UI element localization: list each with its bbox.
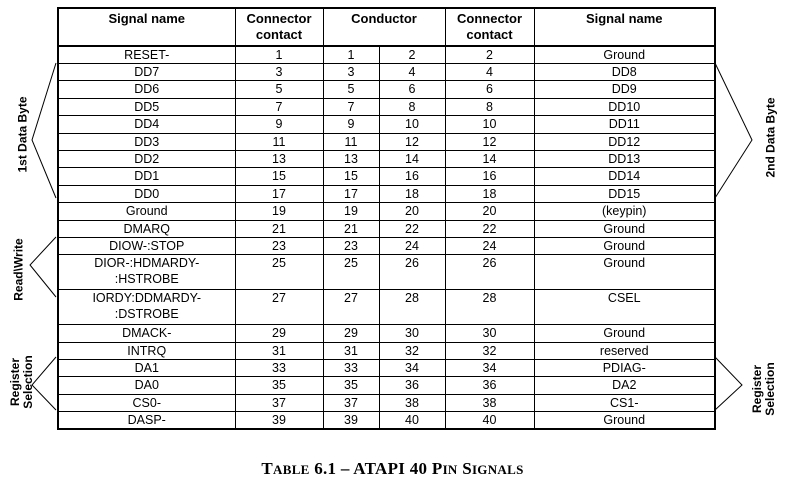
connector-contact-right-cell-text: 18 [482, 186, 497, 201]
connector-contact-right-cell-text: 2 [486, 48, 493, 62]
conductor-odd-cell-text: 21 [344, 221, 358, 236]
signal-name-left-cell-text: DMACK- [122, 326, 172, 341]
signal-name-right-cell-text: DA2 [612, 378, 637, 393]
signal-name-left-cell-text: DD4 [134, 117, 160, 132]
signal-name-right-cell-text: Ground [603, 238, 646, 253]
connector-contact-right-cell-text: 20 [482, 204, 497, 219]
connector-contact-left-cell-text: 33 [272, 361, 286, 376]
header-signal-name-left: Signal name [58, 8, 235, 46]
connector-contact-left-cell-text: 39 [272, 413, 286, 428]
connector-contact-left-cell-text: 23 [272, 238, 286, 253]
bracket-read-write [30, 237, 56, 297]
signal-name-left-cell-text: CS0- [132, 395, 161, 410]
bracket-second-data-byte [715, 63, 752, 198]
signal-name-left-cell-text: INTRQ [127, 343, 167, 358]
connector-contact-right-cell-text: 34 [482, 361, 497, 376]
label-second-data-byte: 2nd Data Byte [763, 97, 778, 178]
caption-part: IN [442, 462, 458, 477]
connector-contact-left-cell-text: 7 [275, 99, 283, 114]
connector-contact-right-cell-text: 32 [482, 343, 497, 358]
conductor-even-cell-text: 22 [405, 221, 419, 236]
conductor-even-cell-text: 12 [405, 134, 419, 149]
signal-name-right-cell-text: DD15 [608, 186, 641, 201]
signal-name-left-cell-text-line2: :DSTROBE [114, 307, 179, 322]
header-connector-contact-left: Connector contact [235, 8, 323, 46]
conductor-odd-cell-text: 33 [344, 361, 358, 376]
header-signal-name-right: Signal name [534, 8, 715, 46]
label-register-selection-right [751, 354, 777, 424]
conductor-even-cell-text: 32 [405, 343, 419, 358]
signal-name-left-cell-text: DD6 [134, 82, 160, 97]
connector-contact-right-cell-text: 28 [482, 291, 497, 306]
signal-name-right-cell-text: DD10 [608, 99, 641, 114]
conductor-even-cell-text: 40 [405, 413, 419, 428]
connector-contact-left-cell-text: 27 [272, 291, 286, 306]
connector-contact-left-cell-text: 17 [272, 186, 286, 201]
conductor-odd-cell-text: 5 [347, 82, 355, 97]
signal-name-left-cell-text: DD1 [134, 169, 160, 184]
signal-name-right-cell-text: Ground [603, 48, 646, 62]
label-register-right-line1: Register [750, 364, 764, 414]
signal-name-right-cell-text: DD14 [608, 169, 641, 184]
signal-name-left-cell-text-line2: :HSTROBE [114, 272, 179, 287]
signal-name-left-cell-text: RESET- [124, 48, 170, 62]
conductor-even-cell-text: 16 [405, 169, 419, 184]
connector-contact-right-cell-text: 22 [482, 221, 497, 236]
signal-name-right-cell-text: CS1- [610, 395, 639, 410]
conductor-even-cell-text: 10 [405, 117, 419, 132]
signal-name-left-cell-text: DA0 [134, 378, 159, 393]
connector-contact-right-cell-text: 26 [482, 256, 497, 271]
signal-name-right-cell-text: DD12 [608, 134, 641, 149]
conductor-even-cell-text: 14 [405, 151, 419, 166]
connector-contact-left-cell-text: 37 [272, 395, 286, 410]
signal-name-right-cell-text: Ground [603, 221, 646, 236]
caption-part: IGNALS [471, 462, 524, 477]
signal-name-right-cell-text: DD11 [608, 117, 640, 132]
conductor-odd-cell-text: 27 [344, 291, 358, 306]
signal-name-right-cell-text: DD13 [608, 151, 641, 166]
conductor-odd-cell-text: 35 [344, 378, 358, 393]
connector-contact-right-cell-text: 24 [482, 238, 497, 253]
label-read-write: Read\Write [11, 238, 26, 301]
label-register-left-line2: Selection [21, 355, 35, 409]
signal-name-right-cell-text: Ground [603, 256, 646, 271]
conductor-odd-cell-text: 31 [344, 343, 358, 358]
signal-name-left-cell-text: DD2 [134, 151, 160, 166]
connector-contact-left-cell-text: 29 [272, 326, 286, 341]
conductor-odd-cell-text: 7 [347, 99, 355, 114]
label-first-data-byte: 1st Data Byte [15, 96, 30, 173]
conductor-even-cell-text: 20 [405, 204, 419, 219]
bracket-first-data-byte [32, 63, 56, 198]
conductor-odd-cell-text: 23 [344, 238, 358, 253]
header-conductor: Conductor [323, 8, 445, 46]
connector-contact-left-cell-text: 31 [272, 343, 286, 358]
caption-part: 6.1 – ATAPI 40 [309, 459, 432, 478]
signal-name-left-cell-text: DIOW-:STOP [109, 238, 185, 253]
signal-name-right-cell-text: Ground [603, 326, 646, 341]
label-register-left-line1: Register [8, 357, 22, 407]
conductor-odd-cell-text: 37 [344, 395, 358, 410]
signal-name-right-cell-text: PDIAG- [602, 361, 646, 376]
conductor-odd-cell-text: 3 [347, 65, 355, 79]
connector-contact-left-cell-text: 5 [275, 82, 283, 97]
conductor-even-cell-text: 6 [408, 82, 416, 97]
connector-contact-left-cell-text: 3 [275, 65, 283, 79]
signal-name-left-cell-text: DD7 [134, 65, 160, 79]
connector-contact-left-cell-text: 35 [272, 378, 286, 393]
conductor-even-cell-text: 30 [405, 326, 419, 341]
bracket-register-left [32, 357, 56, 410]
conductor-even-cell-text: 18 [405, 186, 419, 201]
connector-contact-right-cell-text: 16 [482, 169, 497, 184]
caption-part: T [261, 459, 274, 478]
conductor-odd-cell-text: 15 [344, 169, 358, 184]
conductor-even-cell-text: 2 [408, 48, 416, 62]
bracket-register-right [715, 357, 742, 410]
connector-contact-right-cell-text: 4 [486, 65, 493, 79]
connector-contact-right-cell-text: 36 [482, 378, 497, 393]
conductor-odd-cell-text: 19 [344, 204, 358, 219]
connector-contact-right-cell-text: 40 [482, 413, 497, 428]
conductor-even-cell-text: 28 [405, 291, 419, 306]
signal-name-left-cell-text: Ground [125, 204, 168, 219]
conductor-even-cell-text: 26 [405, 256, 419, 271]
signal-name-right-cell-text: CSEL [607, 291, 641, 306]
connector-contact-right-cell-text: 38 [482, 395, 497, 410]
connector-contact-left-cell-text: 13 [272, 151, 286, 166]
signal-name-right-cell-text: reserved [599, 343, 649, 358]
table-caption [0, 459, 785, 479]
header-connector-contact-right: Connector contact [445, 8, 534, 46]
connector-contact-left-cell-text: 19 [272, 204, 286, 219]
caption-part: P [431, 459, 443, 478]
connector-contact-left-cell-text: 25 [272, 256, 286, 271]
conductor-even-cell-text: 38 [405, 395, 419, 410]
conductor-odd-cell-text: 29 [344, 326, 358, 341]
connector-contact-right-cell-text: 30 [482, 326, 497, 341]
connector-contact-right-cell-text: 8 [486, 99, 493, 114]
conductor-odd-cell-text: 39 [344, 413, 358, 428]
connector-contact-right-cell-text: 6 [486, 82, 493, 97]
signal-name-left-cell-text: DD5 [134, 99, 160, 114]
conductor-odd-cell-text: 25 [344, 256, 358, 271]
signal-name-left-cell-text: IORDY:DDMARDY- [92, 291, 202, 306]
conductor-odd-cell-text: 11 [344, 134, 358, 149]
caption-part: ABLE [273, 462, 310, 477]
connector-contact-left-cell-text: 21 [272, 221, 286, 236]
signal-name-left-cell-text: DD0 [134, 186, 160, 201]
signal-name-left-cell-text: DMARQ [123, 221, 171, 236]
signal-name-right-cell-text: Ground [603, 413, 646, 428]
conductor-even-cell-text: 4 [408, 65, 416, 79]
connector-contact-left-cell-text: 9 [275, 117, 283, 132]
conductor-odd-cell-text: 13 [344, 151, 358, 166]
conductor-even-cell-text: 36 [405, 378, 419, 393]
signal-name-right-cell-text: DD8 [611, 65, 637, 79]
label-register-selection-left [9, 347, 35, 417]
connector-contact-left-cell-text: 15 [272, 169, 286, 184]
signal-name-right-cell-text: (keypin) [602, 204, 647, 219]
caption-part: S [462, 459, 472, 478]
conductor-odd-cell-text: 9 [347, 117, 355, 132]
connector-contact-right-cell-text: 14 [482, 151, 497, 166]
connector-contact-left-cell-text: 1 [275, 48, 283, 62]
conductor-even-cell-text: 24 [405, 238, 419, 253]
conductor-odd-cell-text: 1 [347, 48, 355, 62]
signal-name-left-cell-text: DIOR-:HDMARDY- [94, 256, 200, 271]
signal-name-left-cell-text: DD3 [134, 134, 160, 149]
conductor-odd-cell-text: 17 [344, 186, 358, 201]
conductor-even-cell-text: 34 [405, 361, 419, 376]
connector-contact-right-cell-text: 10 [482, 117, 497, 132]
connector-contact-left-cell-text: 11 [272, 134, 286, 149]
label-register-right-line2: Selection [763, 362, 777, 416]
connector-contact-right-cell-text: 12 [482, 134, 497, 149]
signal-name-left-cell-text: DASP- [127, 413, 166, 428]
conductor-even-cell-text: 8 [408, 99, 416, 114]
signal-name-right-cell-text: DD9 [611, 82, 637, 97]
signal-name-left-cell-text: DA1 [134, 361, 159, 376]
